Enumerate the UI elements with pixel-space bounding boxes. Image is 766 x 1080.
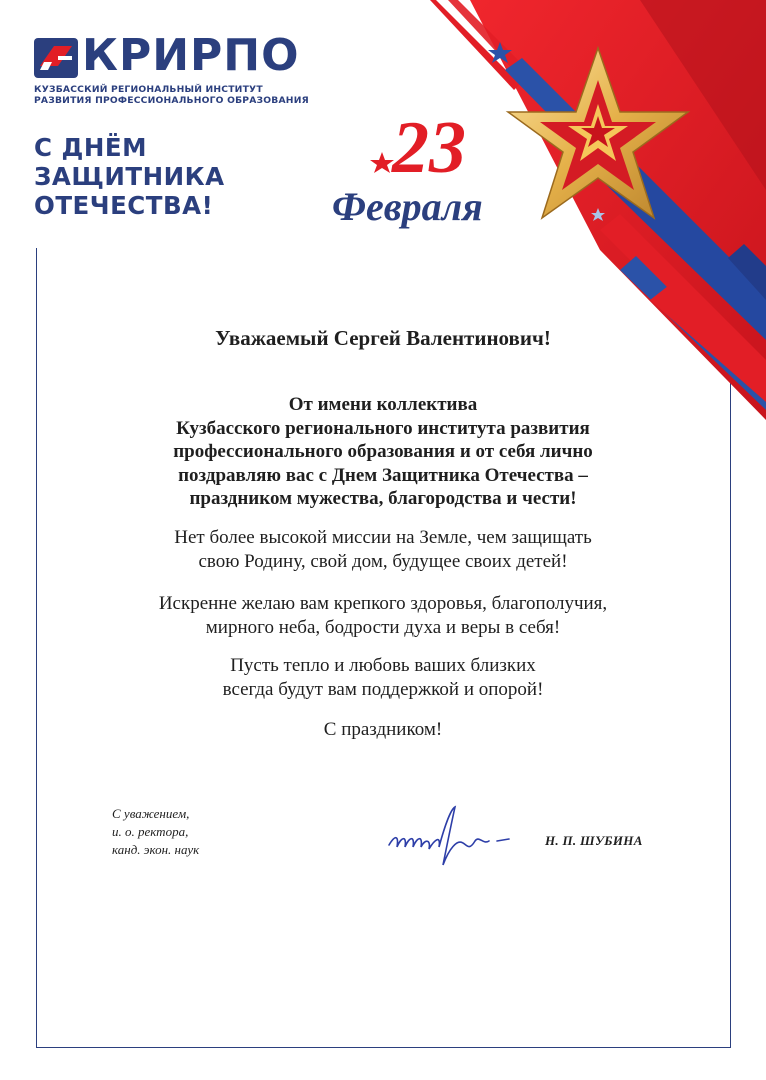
regards-text: С уважением, [112, 806, 190, 821]
paragraph-line: свою Родину, свой дом, будущее своих детей! [198, 551, 568, 572]
handwritten-signature [385, 805, 515, 875]
krirpo-logo [34, 30, 324, 108]
logo-subtitle-line1: КУЗБАССКИЙ РЕГИОНАЛЬНЫЙ ИНСТИТУТ [34, 84, 263, 95]
logo-subtitle-line2: РАЗВИТИЯ ПРОФЕССИОНАЛЬНОГО ОБРАЗОВАНИЯ [34, 95, 309, 106]
intro-line: Кузбасского регионального института развития [176, 417, 590, 439]
paragraph-line: мирного неба, бодрости духа и веры в себя! [205, 617, 561, 638]
salutation: Уважаемый Сергей Валентинович! [215, 326, 551, 350]
paragraph-mission [60, 526, 706, 574]
closing: С праздником! [323, 719, 443, 740]
degree-text: канд. экон. наук [112, 842, 200, 857]
logo-name: КРИРПО [82, 30, 300, 81]
paragraph-family [60, 654, 706, 702]
headline-line2: ЗАЩИТНИКА [34, 162, 225, 191]
logo-subtitle [34, 84, 309, 106]
paragraph-line: Искренне желаю вам крепкого здоровья, благополучия, [158, 593, 608, 614]
date-month: Февраля [332, 184, 483, 229]
date-number: 23 [392, 107, 466, 189]
headline [34, 133, 225, 220]
paragraph-line: Пусть тепло и любовь ваших близких [230, 655, 536, 676]
intro-line: От имени коллектива [288, 394, 478, 415]
paragraph-wishes [60, 592, 706, 640]
headline-line3: ОТЕЧЕСТВА! [34, 191, 214, 220]
paragraph-line: всегда будут вам поддержкой и опорой! [222, 679, 544, 700]
intro-line: профессионального образования и от себя лично [173, 441, 593, 462]
signature-position [112, 805, 199, 859]
congratulation-intro [60, 393, 706, 511]
date-emblem [330, 90, 520, 250]
paragraph-line: Нет более высокой миссии на Земле, чем защищать [174, 527, 592, 548]
intro-line: праздником мужества, благородства и чести! [189, 488, 577, 509]
intro-line: поздравляю вас с Днем Защитника Отечества – [178, 464, 588, 486]
position-text: и. о. ректора, [112, 824, 189, 839]
logo-mark-icon [34, 38, 78, 78]
headline-line1: С ДНЁМ [34, 133, 147, 162]
signer-name: Н. П. ШУБИНА [545, 833, 643, 848]
